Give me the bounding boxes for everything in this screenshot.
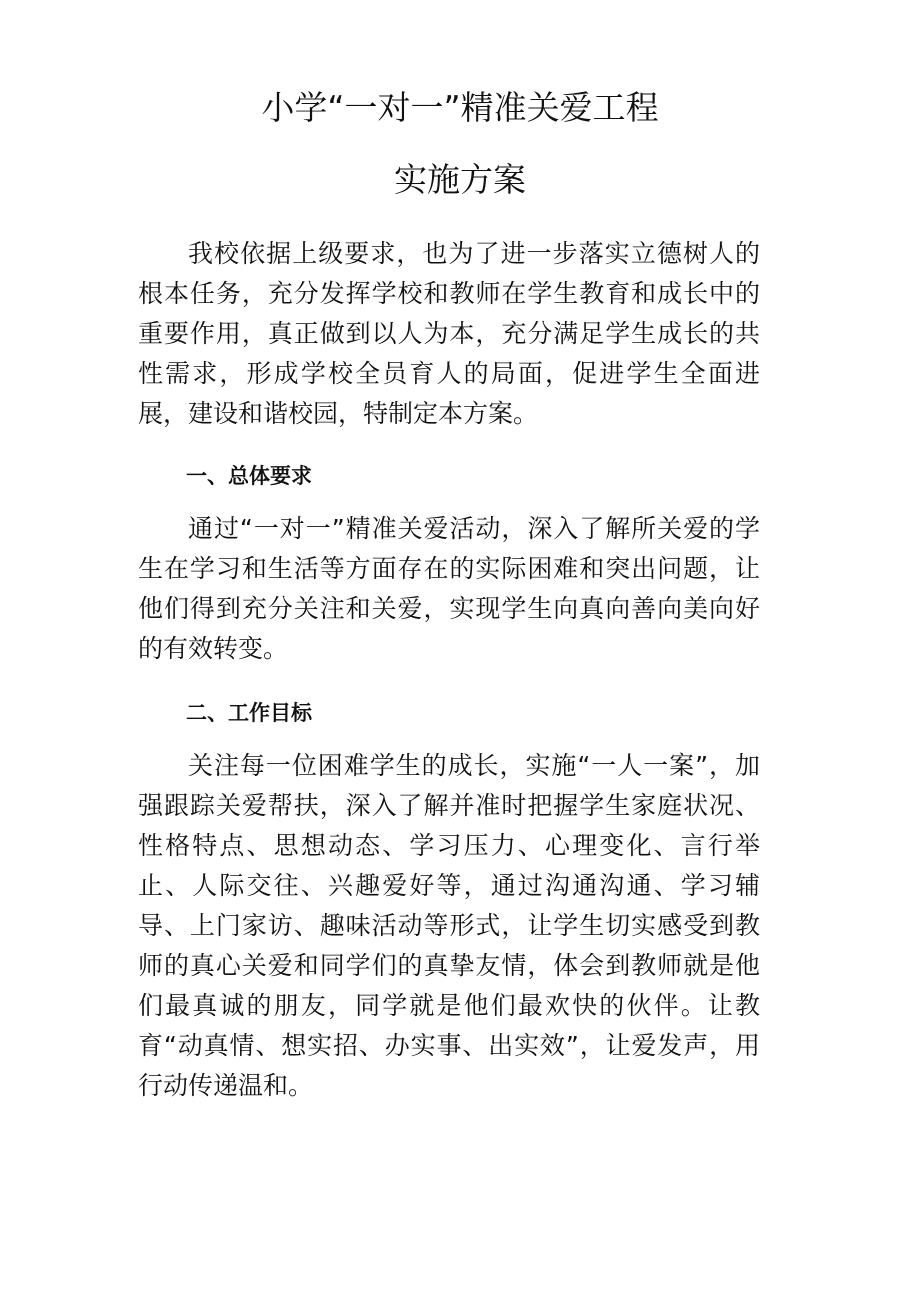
document-subtitle: 实施方案 — [394, 160, 526, 199]
document-title: 小学“一对一”精准关爱工程 — [261, 88, 659, 127]
intro-paragraph: 我校依据上级要求，也为了进一步落实立德树人的根本任务，充分发挥学校和教师在学生教育和成长中的重要作用，真正做到以人为本，充分满足学生成长的共性需求，形成学校全员育人的局面，促进学生全面进展，建设和谐校园，特制定本方案。 — [138, 239, 760, 428]
section-body-work-goals: 关注每一位困难学生的成长，实施“一人一案”，加强跟踪关爱帮扶，深入了解并准时把握学生家庭状况、性格特点、思想动态、学习压力、心理变化、言行举止、人际交往、兴趣爱好等，通过沟通沟通、学习辅导、上门家访、趣味活动等形式，让学生切实感受到教师的真心关爱和同学们的真挚友情，体会到教师就是他们最真诚的朋友，同学就是他们最欢快的伙伴。让教育“动真情、想实招、办实事、出实效”，让爱发声，用行动传递温和。 — [138, 751, 760, 1100]
section-heading-general-requirements: 一、总体要求 — [186, 464, 312, 488]
section-heading-work-goals: 二、工作目标 — [186, 701, 312, 725]
section-body-general-requirements: 通过“一对一”精准关爱活动，深入了解所关爱的学生在学习和生活等方面存在的实际困难和突出问题，让他们得到充分关注和关爱，实现学生向真向善向美向好的有效转变。 — [138, 514, 760, 663]
